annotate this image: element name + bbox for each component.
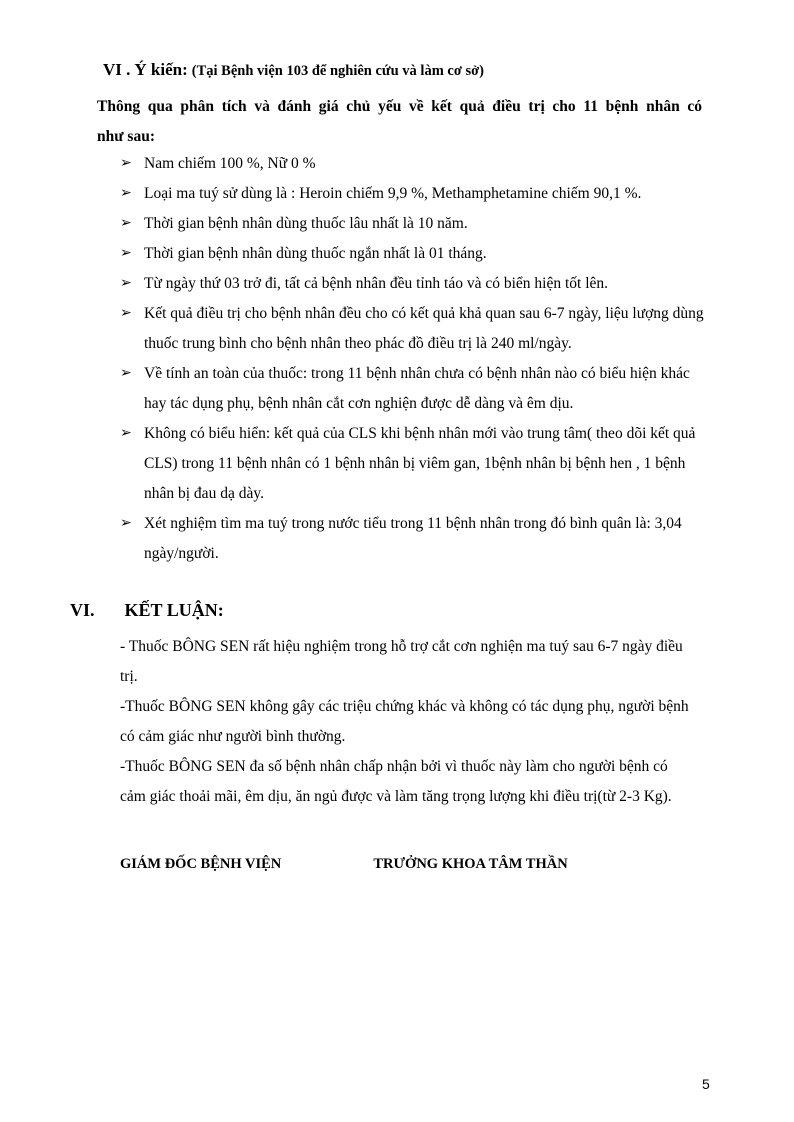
findings-list-item-text: Loại ma tuý sử dùng là : Heroin chiếm 9,9 %, Methamphetamine chiếm 90,1 %. [144, 185, 642, 202]
findings-list-item [120, 179, 705, 209]
arrowhead-bullet-icon: ➢ [120, 186, 132, 201]
section-vi-heading [103, 60, 484, 80]
conclusion-title: KẾT LUẬN: [124, 600, 224, 620]
section-vi-title: Ý kiến: [134, 60, 188, 79]
findings-list-item-text: Xét nghiệm tìm ma tuý trong nước tiểu trong 11 bệnh nhân trong đó bình quân là: 3,04 ngày/người. [144, 515, 682, 562]
page-number: 5 [702, 1076, 710, 1092]
section-vi-numeral: VI . [103, 60, 131, 79]
section-vi-intro [97, 92, 702, 152]
findings-list-item [120, 149, 705, 179]
signature-block [120, 856, 568, 873]
findings-list-item [120, 299, 705, 359]
arrowhead-bullet-icon: ➢ [120, 426, 132, 441]
findings-list-item [120, 269, 705, 299]
findings-list-item-text: Nam chiếm 100 %, Nữ 0 % [144, 155, 316, 172]
arrowhead-bullet-icon: ➢ [120, 306, 132, 321]
findings-list-item-text: Không có biểu hiển: kết quả của CLS khi bệnh nhân mới vào trung tâm( theo dõi kết quả CLS) trong 11 bệnh nhân có 1 bệnh nhân bị viêm gan, 1bệnh nhân bị bệnh hen , 1 bệnh nhân bị đau dạ dày. [144, 425, 696, 502]
conclusion-paragraph: -Thuốc BÔNG SEN không gây các triệu chứng khác và không có tác dụng phụ, người bệnh có cảm giác như người bình thường. [120, 698, 689, 745]
findings-list-item-text: Thời gian bệnh nhân dùng thuốc ngắn nhất là 01 tháng. [144, 245, 487, 262]
arrowhead-bullet-icon: ➢ [120, 366, 132, 381]
findings-list-item [120, 209, 705, 239]
signature-hospital-director: GIÁM ĐỐC BỆNH VIỆN [120, 856, 282, 872]
arrowhead-bullet-icon: ➢ [120, 156, 132, 171]
findings-list-item-text: Kết quả điều trị cho bệnh nhân đều cho có kết quả khả quan sau 6-7 ngày, liệu lượng dùng thuốc trung bình cho bệnh nhân theo phác đồ điều trị là 240 ml/ngày. [144, 305, 704, 352]
findings-list-item-text: Từ ngày thứ 03 trở đi, tất cả bệnh nhân đều tỉnh táo và có biển hiện tốt lên. [144, 275, 609, 292]
findings-list-item-text: Thời gian bệnh nhân dùng thuốc lâu nhất là 10 năm. [144, 215, 468, 232]
findings-list-item [120, 359, 705, 419]
arrowhead-bullet-icon: ➢ [120, 516, 132, 531]
findings-list-item [120, 509, 705, 569]
arrowhead-bullet-icon: ➢ [120, 216, 132, 231]
conclusion-heading [70, 600, 224, 621]
signature-psychiatry-head: TRƯỞNG KHOA TÂM THẦN [373, 856, 568, 872]
intro-line-1: Thông qua phân tích và đánh giá chủ yếu về kết quả điều trị cho 11 bệnh nhân có [97, 98, 702, 115]
findings-list-item [120, 239, 705, 269]
conclusion-paragraph: - Thuốc BÔNG SEN rất hiệu nghiệm trong hỗ trợ cắt cơn nghiện ma tuý sau 6-7 ngày điều trị. [120, 638, 683, 685]
conclusion-numeral: VI. [70, 600, 95, 620]
findings-list-item-text: Về tính an toàn của thuốc: trong 11 bệnh nhân chưa có bệnh nhân nào có biểu hiện khác hay tác dụng phụ, bệnh nhân cắt cơn nghiện được dễ dàng và êm dịu. [144, 365, 690, 412]
arrowhead-bullet-icon: ➢ [120, 276, 132, 291]
conclusion-body [120, 632, 695, 812]
findings-list [120, 149, 705, 569]
conclusion-paragraph: -Thuốc BÔNG SEN đa số bệnh nhân chấp nhận bởi vì thuốc này làm cho người bệnh có cảm giác thoải mãi, êm dịu, ăn ngủ được và làm tăng trọng lượng khi điều trị(từ 2-3 Kg). [120, 758, 672, 805]
findings-list-item [120, 419, 705, 509]
section-vi-parenthetical: (Tại Bệnh viện 103 để nghiên cứu và làm cơ sở) [191, 63, 485, 79]
intro-line-2: như sau: [97, 128, 155, 145]
arrowhead-bullet-icon: ➢ [120, 246, 132, 261]
